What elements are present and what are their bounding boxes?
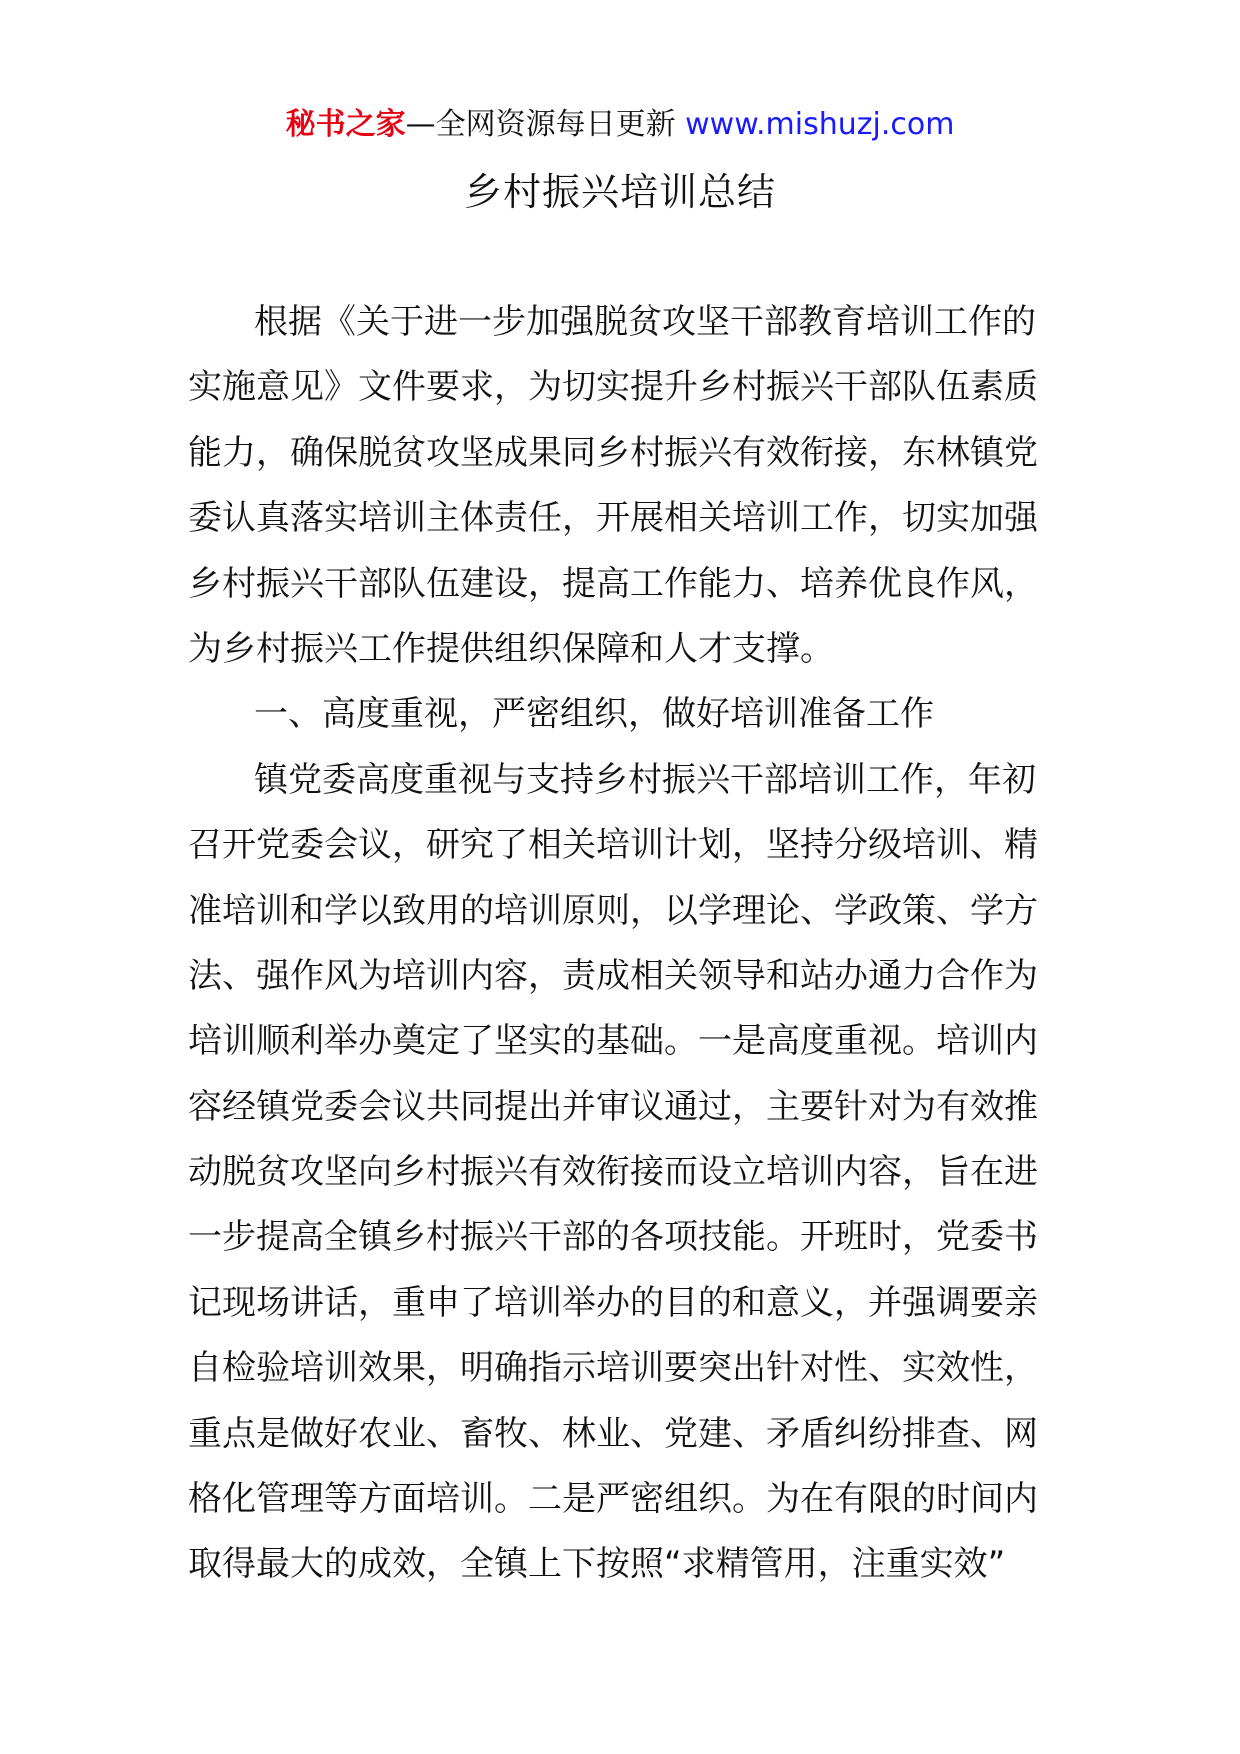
site-header: [0, 100, 1240, 150]
paragraph-line: 格化管理等方面培训。二是严密组织。为在有限的时间内: [188, 1479, 1038, 1520]
paragraph-line: 取得最大的成效，全镇上下按照“求精管用，注重实效”: [188, 1544, 1006, 1585]
paragraph-line: 镇党委高度重视与支持乡村振兴干部培训工作，年初: [254, 759, 1036, 800]
paragraph-line: 容经镇党委会议共同提出并审议通过，主要针对为有效推: [188, 1086, 1038, 1127]
paragraph-line: 培训顺利举办奠定了坚实的基础。一是高度重视。培训内: [188, 1021, 1038, 1062]
paragraph-line: 召开党委会议，研究了相关培训计划，坚持分级培训、精: [188, 825, 1038, 866]
paragraph-line: 实施意见》文件要求，为切实提升乡村振兴干部队伍素质: [188, 367, 1038, 408]
paragraph-line: 法、强作风为培训内容，责成相关领导和站办通力合作为: [188, 955, 1038, 996]
paragraph-line: 乡村振兴干部队伍建设，提高工作能力、培养优良作风，: [188, 563, 1038, 604]
paragraph-line: 动脱贫攻坚向乡村振兴有效衔接而设立培训内容，旨在进: [188, 1152, 1038, 1193]
header-url-link[interactable]: www.mishuzj.com: [685, 107, 955, 142]
paragraph-line: 准培训和学以致用的培训原则，以学理论、学政策、学方: [188, 890, 1038, 931]
brand-name: 秘书之家: [285, 107, 406, 142]
paragraph-line: 能力，确保脱贫攻坚成果同乡村振兴有效衔接，东林镇党: [188, 432, 1038, 473]
paragraph-line: 为乡村振兴工作提供组织保障和人才支撑。: [188, 628, 834, 669]
document-title: 乡村振兴培训总结: [463, 170, 776, 214]
paragraph-line: 一步提高全镇乡村振兴干部的各项技能。开班时，党委书: [188, 1217, 1038, 1258]
paragraph-line: 委认真落实培训主体责任，开展相关培训工作，切实加强: [188, 498, 1038, 539]
paragraph-line: 根据《关于进一步加强脱贫攻坚干部教育培训工作的: [254, 302, 1036, 342]
document-body: [188, 290, 1052, 1598]
section-heading: 一、高度重视，严密组织，做好培训准备工作: [254, 694, 934, 735]
header-tagline: —全网资源每日更新: [405, 107, 686, 142]
paragraph-line: 自检验培训效果，明确指示培训要突出针对性、实效性，: [188, 1348, 1038, 1389]
paragraph-line: 重点是做好农业、畜牧、林业、党建、矛盾纠纷排查、网: [188, 1413, 1038, 1454]
paragraph-line: 记现场讲话，重申了培训举办的目的和意义，并强调要亲: [188, 1282, 1038, 1323]
